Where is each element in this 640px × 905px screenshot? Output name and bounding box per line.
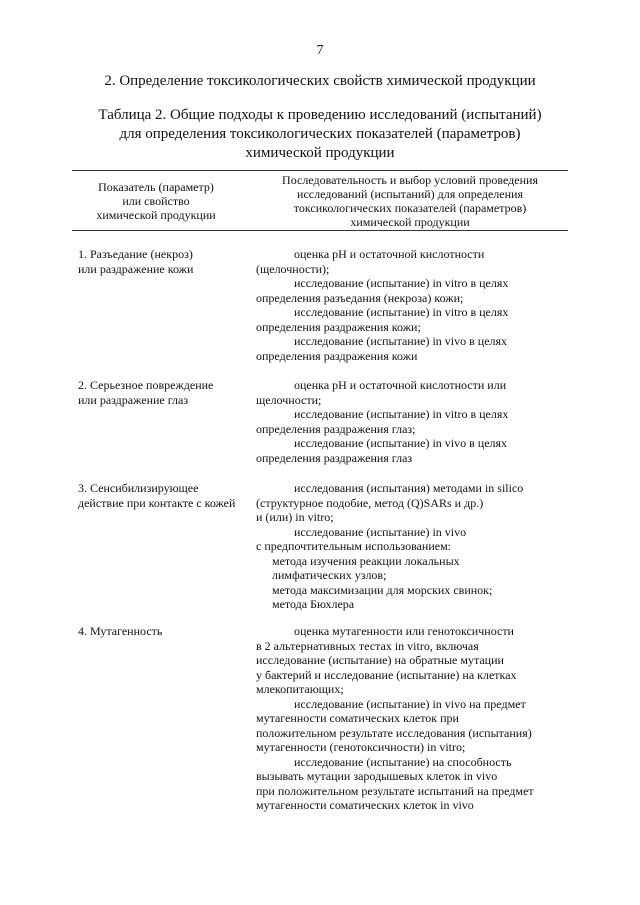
approach-line: метода изучения реакции локальных (272, 553, 460, 568)
approach-line: мутагенности соматических клеток in vivo (256, 798, 474, 812)
approach-line: исследование (испытание) in vitro в целях (294, 276, 509, 290)
approach-line: при положительном результате испытаний на предмет (256, 783, 534, 798)
parameter-line: или раздражение глаз (78, 392, 189, 407)
header-line: исследований (испытаний) для определения (297, 187, 523, 201)
parameter-line: 2. Серьезное повреждение (78, 378, 214, 392)
parameter-line: действие при контакте с кожей (78, 495, 236, 510)
page-number: 7 (316, 43, 324, 58)
approach-line: исследование (испытание) на обратные мутации (256, 653, 504, 667)
parameter-line: 3. Сенсибилизирующее (78, 481, 199, 495)
approach-line: мутагенности соматических клеток при (256, 711, 459, 725)
header-line: химической продукции (96, 208, 216, 222)
approach-line: определения раздражения глаз (256, 450, 413, 465)
approach-line: исследование (испытание) на способность (294, 754, 512, 769)
approach-line: мутагенности (генотоксичности) in vitro; (256, 740, 466, 754)
approach-line: метода Бюхлера (272, 597, 355, 611)
parameter-line: или раздражение кожи (78, 261, 194, 276)
approach-line: метода максимизации для морских свинок; (272, 582, 493, 597)
approach-line: (щелочности); (256, 261, 330, 276)
approach-cell (256, 481, 572, 612)
approach-line: исследование (испытание) in vitro в целях (294, 407, 509, 421)
parameter-line: 4. Мутагенность (78, 624, 163, 638)
parameter-cell (78, 247, 253, 276)
approach-line: определения раздражения кожи (256, 348, 418, 363)
parameter-cell (78, 378, 253, 407)
header-line: или свойство (122, 194, 190, 208)
header-line: токсикологических показателей (параметров) (293, 201, 527, 215)
approach-line: оценка pH и остаточной кислотности или (294, 378, 507, 392)
parameter-cell (78, 481, 253, 510)
approach-line: у бактерий и исследование (испытание) на клетках (256, 667, 517, 682)
approach-line: исследование (испытание) in vivo на предмет (294, 696, 526, 711)
table-header-approach (252, 173, 568, 229)
header-line: Показатель (параметр) (98, 180, 214, 194)
approach-line: исследование (испытание) in vivo в целях (294, 436, 508, 450)
parameter-line: 1. Разъедание (некроз) (78, 247, 193, 261)
approach-cell (256, 624, 572, 813)
approach-line: в 2 альтернативных тестах in vitro, включая (256, 638, 479, 653)
approach-line: (структурное подобие, метод (Q)SARs и др.) (256, 495, 484, 510)
approach-line: оценка мутагенности или генотоксичности (294, 624, 514, 638)
approach-line: определения раздражения глаз; (256, 421, 416, 436)
approach-line: млекопитающих; (256, 682, 344, 696)
approach-line: положительном результате исследования (испытания) (256, 725, 532, 740)
table-caption-line: для определения токсикологических показателей (параметров) (119, 126, 521, 142)
approach-line: и (или) in vitro; (256, 510, 334, 524)
table-header-bottom-rule (72, 230, 568, 231)
table-caption (0, 106, 640, 163)
approach-line: оценка pH и остаточной кислотности (294, 247, 485, 261)
approach-line: исследование (испытание) in vitro в целях (294, 305, 509, 319)
approach-cell (256, 247, 572, 363)
parameter-cell (78, 624, 253, 639)
table-header-top-rule (72, 170, 568, 171)
approach-line: с предпочтительным использованием: (256, 539, 452, 553)
approach-line: лимфатических узлов; (272, 568, 387, 582)
approach-line: исследование (испытание) in vivo в целях (294, 334, 508, 348)
approach-line: щелочности; (256, 392, 322, 407)
approach-line: исследования (испытания) методами in silico (294, 481, 524, 495)
section-title: 2. Определение токсикологических свойств химической продукции (104, 73, 536, 89)
approach-line: определения разъедания (некроза) кожи; (256, 290, 464, 305)
table-caption-line: Таблица 2. Общие подходы к проведению исследований (испытаний) (98, 107, 542, 123)
approach-line: вызывать мутации зародышевых клеток in vivo (256, 769, 498, 783)
header-line: химической продукции (350, 215, 470, 229)
table-caption-line: химической продукции (245, 145, 395, 161)
approach-cell (256, 378, 572, 465)
approach-line: исследование (испытание) in vivo (294, 524, 467, 539)
header-line: Последовательность и выбор условий проведения (282, 173, 538, 187)
approach-line: определения раздражения кожи; (256, 319, 421, 334)
table-header-parameter (72, 180, 240, 222)
